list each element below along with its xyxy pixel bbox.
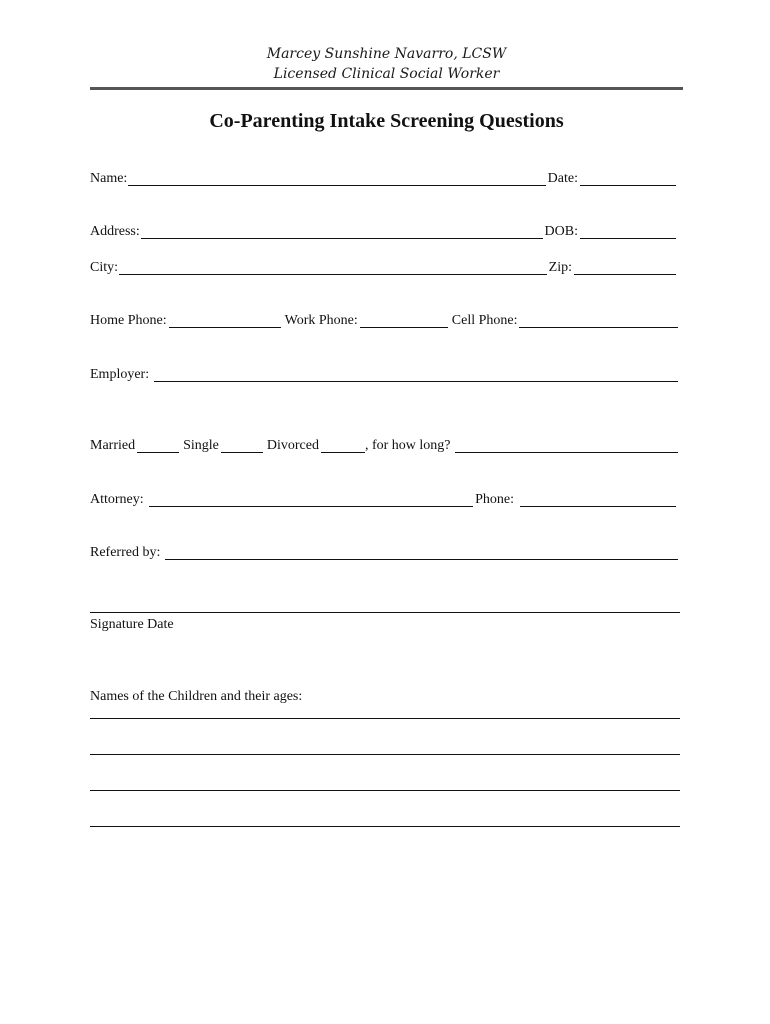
city-field[interactable]: [119, 261, 547, 275]
work-phone-field[interactable]: [360, 314, 448, 328]
home-phone-field[interactable]: [169, 314, 281, 328]
children-line[interactable]: [90, 826, 680, 827]
city-zip-row: [90, 259, 680, 277]
phone-row: [90, 312, 680, 330]
work-phone-label: Work Phone:: [284, 313, 358, 328]
children-label: Names of the Children and their ages:: [90, 689, 303, 704]
date-label: Date:: [547, 171, 578, 186]
header-divider: [90, 87, 683, 90]
attorney-phone-label: Phone:: [475, 492, 514, 507]
employer-row: [90, 366, 680, 384]
cell-phone-label: Cell Phone:: [451, 313, 518, 328]
practitioner-credential: Licensed Clinical Social Worker: [273, 66, 500, 82]
date-field[interactable]: [580, 172, 676, 186]
form-title: Co-Parenting Intake Screening Questions: [209, 110, 564, 132]
zip-field[interactable]: [574, 261, 676, 275]
married-field[interactable]: [137, 439, 179, 453]
attorney-field[interactable]: [149, 493, 473, 507]
how-long-field[interactable]: [455, 439, 678, 453]
signature-line[interactable]: [90, 612, 680, 613]
children-line[interactable]: [90, 718, 680, 719]
attorney-label: Attorney:: [90, 492, 144, 507]
referred-by-field[interactable]: [165, 546, 678, 560]
address-label: Address:: [90, 224, 140, 239]
single-label: Single: [183, 438, 219, 453]
signature-date-label: Signature Date: [90, 617, 174, 632]
dob-field[interactable]: [580, 225, 676, 239]
dob-label: DOB:: [544, 224, 578, 239]
home-phone-label: Home Phone:: [90, 313, 167, 328]
attorney-row: [90, 491, 680, 509]
children-line[interactable]: [90, 754, 680, 755]
children-line[interactable]: [90, 790, 680, 791]
address-dob-row: [90, 223, 680, 241]
referred-by-label: Referred by:: [90, 545, 161, 560]
practitioner-header: [90, 44, 683, 84]
divorced-field[interactable]: [321, 439, 365, 453]
referred-by-row: [90, 544, 680, 562]
cell-phone-field[interactable]: [519, 314, 679, 328]
city-label: City:: [90, 260, 119, 275]
practitioner-name: Marcey Sunshine Navarro, LCSW: [266, 46, 507, 62]
married-label: Married: [90, 438, 136, 453]
marital-status-row: [90, 437, 680, 455]
how-long-label: , for how long?: [364, 438, 451, 453]
attorney-phone-field[interactable]: [520, 493, 676, 507]
divorced-label: Divorced: [266, 438, 319, 453]
address-field[interactable]: [141, 225, 543, 239]
zip-label: Zip:: [548, 260, 572, 275]
name-date-row: [90, 170, 680, 188]
employer-label: Employer:: [90, 367, 150, 382]
single-field[interactable]: [221, 439, 263, 453]
name-label: Name:: [90, 171, 128, 186]
name-field[interactable]: [128, 172, 545, 186]
employer-field[interactable]: [154, 368, 678, 382]
